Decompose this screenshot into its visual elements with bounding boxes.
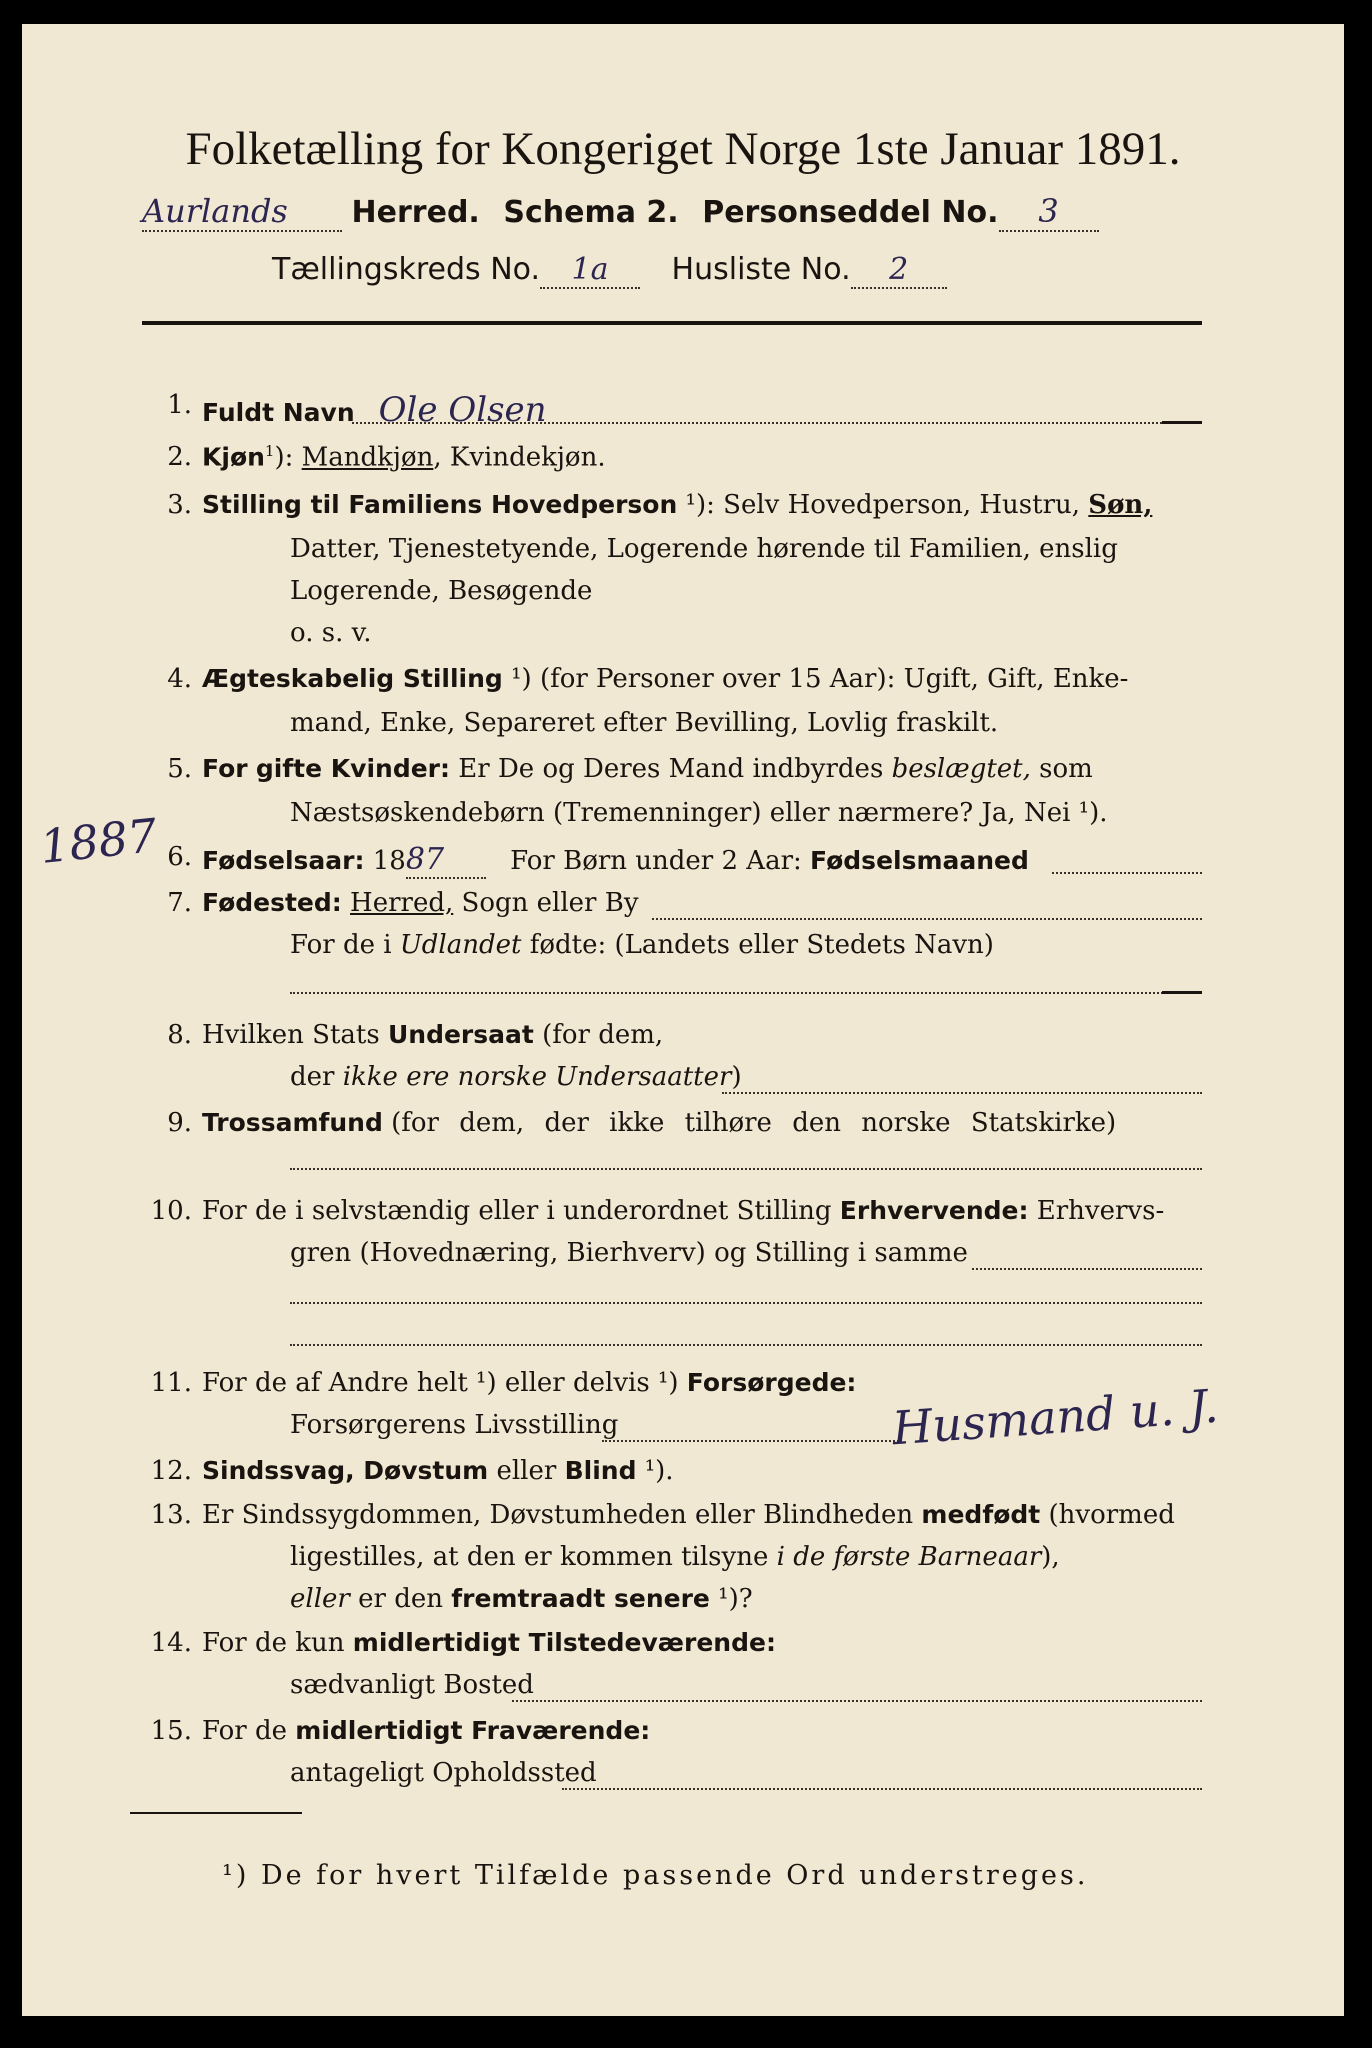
field-5-line-2: [22, 798, 1344, 842]
footnote: ¹) De for hvert Tilfælde passende Ord understreges.: [222, 1860, 1089, 1891]
temporary-absent-a: For de: [202, 1716, 287, 1746]
sex-label: Kjøn: [202, 442, 265, 472]
field-3-line-4: [22, 618, 1344, 662]
occupation-label: Erhvervende:: [839, 1196, 1029, 1225]
field-7: [22, 888, 1344, 932]
occupation-a: For de i selvstændig eller i underordnet Stilling: [202, 1196, 832, 1226]
census-form: [22, 24, 1344, 2016]
probable-residence-label: antageligt Opholdssted: [290, 1758, 597, 1788]
field-number: 11.: [150, 1368, 192, 1398]
temporary-present-a: For de kun: [202, 1628, 345, 1658]
congenital-a: Er Sindssygdommen, Døvstumheden eller Blindheden: [202, 1500, 914, 1530]
fill-line: [602, 1440, 902, 1442]
sex-option-male-selected: Mandkjøn: [301, 442, 434, 473]
provider-occupation-label: Forsørgerens Livsstilling: [290, 1410, 619, 1440]
husliste-label: Husliste No.: [671, 252, 851, 287]
position-options: Selv Hovedperson, Hustru,: [723, 490, 1081, 520]
infant-note: For Børn under 2 Aar:: [510, 846, 802, 876]
personseddel-label: Personseddel No.: [702, 195, 999, 230]
header-rule: [142, 321, 1202, 325]
disability-label-a: Sindssvag, Døvstum: [202, 1456, 489, 1485]
supported-label: Forsørgede:: [686, 1368, 857, 1397]
abroad-b: fødte: (Landets eller Stedets Navn): [529, 930, 994, 960]
field-13: [22, 1500, 1344, 1544]
birthmonth-label: Fødselsmaaned: [810, 846, 1029, 875]
field-5: [22, 754, 1344, 798]
field-number: 3.: [167, 490, 192, 520]
field-number: 5.: [167, 754, 192, 784]
field-8: [22, 1020, 1344, 1064]
field-4: 4. Ægteskabelig Stilling ¹) (for Personer over 15 Aar): Ugift, Gift, Enke-: [167, 664, 1129, 694]
congenital-or: eller: [290, 1584, 350, 1614]
citizenship-a: Hvilken Stats: [202, 1020, 380, 1050]
occupation-c: gren (Hovednæring, Bierhverv) og Stilling i samme: [290, 1238, 968, 1268]
margin-note-birthyear: 1887: [37, 808, 160, 874]
field-number: 1.: [167, 390, 192, 420]
temporary-present-label: midlertidigt Tilstedeværende:: [352, 1628, 776, 1657]
field-6: [22, 842, 1344, 886]
kinship-question-2: Næstsøskendebørn (Tremenninger) eller nærmere? Ja, Nei ¹).: [290, 798, 1108, 828]
fill-line: [512, 1700, 1202, 1702]
full-name-label: Fuldt Navn: [202, 398, 355, 427]
field-8-line-2: der ikke ere norske Undersaatter): [22, 1062, 1344, 1106]
field-13-line-2: ligestilles, at den er kommen tilsyne i de første Barneaar),: [290, 1542, 1060, 1572]
field-7-line-2: [22, 930, 1344, 974]
field-3-line-2: [22, 534, 1344, 578]
header-line-1: [142, 192, 1099, 232]
later-onset-label: fremtraadt senere: [451, 1584, 710, 1613]
abroad-italic: Udlandet: [399, 930, 522, 960]
occupation-b: Erhvervs-: [1036, 1196, 1165, 1226]
field-9: [22, 1108, 1344, 1152]
congenital-italic: i de første Barneaar: [776, 1542, 1042, 1572]
religion-label: Trossamfund: [202, 1108, 383, 1137]
herred-label: Herred.: [351, 195, 480, 230]
fill-line: [972, 1268, 1202, 1270]
citizenship-italic: ikke ere norske Undersaatter: [342, 1062, 732, 1092]
field-2: 2. Kjøn$^1$): Mandkjøn, Kvindekjøn.: [167, 442, 606, 473]
field-3-line-3: [22, 576, 1344, 620]
field-4-line-2: [22, 708, 1344, 752]
kinship-end: som: [1039, 754, 1093, 784]
schema-label: Schema 2.: [503, 195, 679, 230]
congenital-b: (hvormed: [1048, 1500, 1175, 1530]
f5-label-a: For: [202, 754, 248, 783]
congenital-d: er den: [358, 1584, 443, 1614]
citizenship-b: (for dem,: [542, 1020, 664, 1050]
field-number: 14.: [150, 1628, 192, 1658]
field-15: [22, 1716, 1344, 1760]
married-women-label: gifte Kvinder:: [255, 754, 451, 783]
fill-line: [290, 1344, 1202, 1346]
fill-line: [290, 1302, 1202, 1304]
field-number: 12.: [150, 1456, 192, 1486]
field-number: 13.: [150, 1500, 192, 1530]
field-13-line-3: eller er den fremtraadt senere ¹)?: [290, 1584, 753, 1614]
marital-label: Ægteskabelig Stilling: [202, 664, 503, 693]
field-12: 12. Sindssvag, Døvstum eller Blind ¹).: [150, 1456, 674, 1486]
field-number: 9.: [167, 1108, 192, 1138]
birthyear-prefix: 18: [372, 846, 406, 876]
birthyear-label: Fødselsaar:: [202, 846, 365, 875]
supported-a: For de af Andre helt ¹) eller delvis ¹): [202, 1368, 679, 1398]
header-line-2: [272, 252, 947, 289]
field-number: 6.: [167, 842, 192, 872]
position-options-3: Logerende, Besøgende: [290, 576, 593, 606]
fill-line: [562, 1788, 1202, 1790]
position-options-4: o. s. v.: [290, 618, 372, 648]
field-15-line-2: [22, 1758, 1344, 1802]
fill-line: [290, 1168, 1202, 1170]
fill-line: [722, 1092, 1202, 1094]
position-label: Stilling til Familiens Hovedperson: [202, 490, 678, 519]
birthplace-label: Fødested:: [202, 888, 342, 917]
marital-options-2: mand, Enke, Separeret efter Bevilling, Lovlig fraskilt.: [290, 708, 999, 738]
citizenship-label: Undersaat: [387, 1020, 534, 1049]
end-mark: [1162, 421, 1202, 424]
field-number: 2.: [167, 442, 192, 472]
usual-residence-label: sædvanligt Bosted: [290, 1670, 534, 1700]
birthyear-value: 87: [406, 842, 486, 879]
fill-line: [352, 422, 1202, 424]
field-number: 10.: [150, 1196, 192, 1226]
personseddel-value: 3: [999, 192, 1099, 232]
fill-line: [290, 992, 1202, 994]
birthplace-selected: Herred,: [350, 888, 454, 918]
congenital-c: ligestilles, at den er kommen tilsyne: [290, 1542, 769, 1572]
field-number: 8.: [167, 1020, 192, 1050]
citizenship-c: der: [290, 1062, 335, 1092]
marital-options: (for Personer over 15 Aar): Ugift, Gift, Enke-: [539, 664, 1129, 694]
field-14-line-2: [22, 1670, 1344, 1714]
birthplace-options: Sogn eller By: [461, 888, 639, 918]
husliste-value: 2: [851, 252, 947, 289]
field-number: 4.: [167, 664, 192, 694]
field-number: 7.: [167, 888, 192, 918]
sex-option-female: Kvindekjøn.: [449, 442, 606, 473]
kinship-question: Er De og Deres Mand indbyrdes: [458, 754, 884, 784]
position-selected: Søn,: [1088, 490, 1153, 520]
disability-label-b: Blind: [564, 1456, 637, 1485]
kreds-value: 1a: [540, 252, 640, 289]
position-options-2: Datter, Tjenestetyende, Logerende hørende til Familien, enslig: [290, 534, 1118, 564]
end-mark: [1162, 991, 1202, 994]
provider-occupation-value: Husmand u. J.: [890, 1378, 1220, 1456]
form-title: Folketælling for Kongeriget Norge 1ste Januar 1891.: [185, 123, 1181, 175]
kinship-italic: beslægtet,: [891, 754, 1031, 784]
religion-note: (for dem, der ikke tilhøre den norske Statskirke): [391, 1108, 1117, 1138]
footnote-ref: 1: [264, 442, 275, 460]
disability-mid: eller: [496, 1456, 557, 1486]
fill-line: [652, 918, 1202, 920]
field-10: [22, 1196, 1344, 1240]
field-3: 3. Stilling til Familiens Hovedperson ¹): Selv Hovedperson, Hustru, Søn,: [167, 490, 1153, 520]
congenital-label: medfødt: [921, 1500, 1041, 1529]
full-name-value: Ole Olsen: [378, 390, 547, 430]
field-1: [22, 390, 1344, 434]
kreds-label: Tællingskreds No.: [272, 252, 540, 287]
abroad-a: For de i: [290, 930, 392, 960]
footnote-rule: [130, 1812, 302, 1814]
fill-line: [1052, 872, 1202, 874]
field-14: [22, 1628, 1344, 1672]
herred-value: Aurlands: [142, 192, 342, 232]
temporary-absent-label: midlertidigt Fraværende:: [295, 1716, 651, 1745]
field-number: 15.: [150, 1716, 192, 1746]
field-10-line-2: [22, 1238, 1344, 1282]
